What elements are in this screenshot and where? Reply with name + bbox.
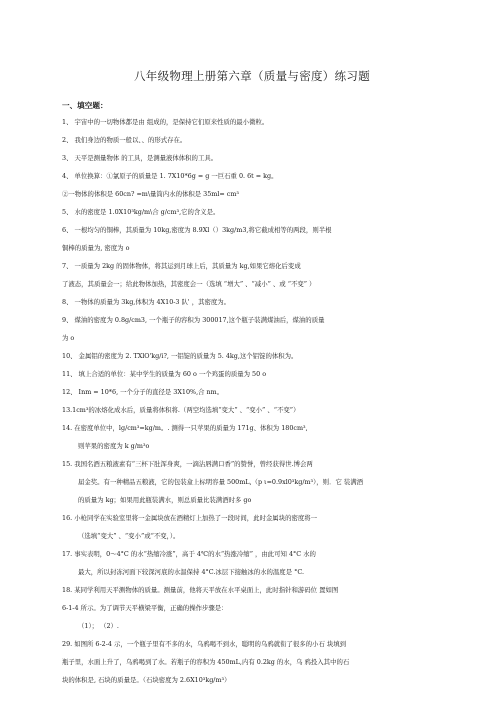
text-line: 5、 水的密度是 1.0X10³kg/m\合 g/cm³,它的含义是。 <box>62 208 220 216</box>
text-line: 18. 某同学利用天平测物体的质量。测量前，他将天平放在水平桌面上，此时指针和游码位 置如图 <box>62 586 339 594</box>
text-line: ②一物体的体积是 60cn? =m\量筒内水的体积是 35ml= cm³ <box>62 190 239 198</box>
text-line: 为 o <box>62 334 75 342</box>
text-line: 14. 在密度单位中，lg/cm³=kg/m。. 测得一只苹果的质量为 171g、体积为 180cm³, <box>62 424 308 432</box>
text-line: 16. 小枪同学在实验室里将一金属块放在酒精灯上加热了一段时间，此时金属块的密度将一 <box>62 514 318 522</box>
text-line: （选填“变大” 、“变小”或“不变，）。 <box>78 532 180 540</box>
text-line: 2、 我们身边的物质一般以、、的形式存在。 <box>62 136 187 144</box>
text-line: 13.1cm³的冰熔化成水后，质量将体积将.（两空均选填“变大” 、“变小” 、“不变”） <box>62 406 300 414</box>
text-line: 4、 单位换算：①氯原子的质量是 1. 7X10*6g = g 一巨石重 0. 6t = kg。 <box>62 172 278 180</box>
text-line: 8、 一物体的质量为 3kg,体积为 4X10-3 队' ，其密度为。 <box>62 298 231 306</box>
text-line: 7、 一质量为 2kg 的固体物体，将其运到月球上后，其质量为 kg,如果它熔化后变成 <box>62 262 301 270</box>
section-heading: 一、填空题： <box>62 101 108 110</box>
text-line: 块的体积是, 石块的质量是。（石块密度为 2.6X10³kg/m³） <box>62 676 231 684</box>
text-line: 的质量为 kg；如果用此瓶装满水，则总质量比装满酒时多 go <box>78 496 252 504</box>
text-line: 瓶子里，水面上升了，乌鸦喝到了水。若瓶子的容积为 450mL,内有 0.2kg 的水，乌 鸦投入其中的石 <box>62 658 350 666</box>
text-line: 15. 我国名酒五粮液素有“三杯下肚浑身爽，一滴沾唇满口香”的赞誉，曾经获得世.博会两 <box>62 460 313 468</box>
text-line: 17. 事实表明，0〜4°C 的水“热缩冷涨”，高于 4℃的水“热涨冷缩” ，由此可知 4°C 水的 <box>62 550 316 558</box>
text-line: 届金奖。有一种精品五粮液，它的包装盒上标明容量 500mL,（p ι=0.9xl0³kg/m³），则．它 装满酒 <box>78 478 364 486</box>
text-line: 11、 填上合适的单位：某中学生的质量为 60 o 一个鸡蛋的质量为 50 o <box>62 370 267 378</box>
text-line: 10、 金属铝的密度为 2. TXlO'kg/i?, 一铝锭的质量为 5. 4kg,这个铝锭的体积为。 <box>62 352 298 360</box>
text-line: 9、 煤油的密度为 0.8g/cm3, 一个瓶子的容积为 300017,这个瓶子装满煤油后，煤油的质量 <box>62 316 325 324</box>
text-line: （1）； （2）. <box>78 622 119 630</box>
text-line: 1、 宇宙中的一切物体都是由 组成的，是保持它们原来性质的最小微粒。 <box>62 118 269 126</box>
text-line: 6-1-4 所示。为了调节天平横梁平衡，正确的操作步骤是： <box>62 604 228 612</box>
text-line: 12、 Inm = 10*6, 一个分子的直径是 3X10%,合 nm。 <box>62 388 224 396</box>
text-line: 则苹果的密度为 k g/m³o <box>78 442 150 450</box>
document-title: 八年级物理上册第六章（质量与密度）练习题 <box>134 69 370 83</box>
text-line: 6、 一根均匀的铜棒，其质量为 10kg,密度为 8.9Xl（）3kg/m3,将它截成相等的两段，则半根 <box>62 226 332 234</box>
text-line: 最大，所以封冻河面下较深河底的水温保持 4°C.冰层下接触冰的水的温度是 °C. <box>78 568 305 576</box>
text-line: 铜棒的质量为, 密度为 o <box>62 244 130 252</box>
text-line: 了液态，其质量会一；给此物体加热，其密度会一（选填 “增大” 、“减小” 、或 “不变” ） <box>62 280 316 288</box>
text-line: 29. 如图所 6-2-4 示，一个瓶子里有不多的水，乌鸦喝不到水，聪明的乌鸦就衔了很多的小石 块填到 <box>62 640 347 648</box>
text-line: 3、 天平是测量物体 的工具，是测量液体体积的工具。 <box>62 154 218 162</box>
